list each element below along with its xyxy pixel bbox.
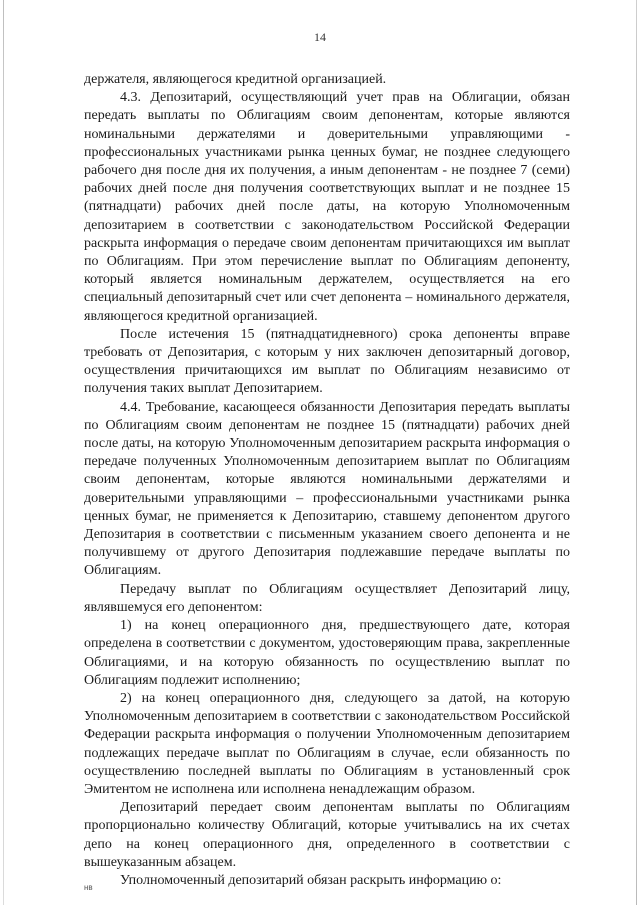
list-item-1: 1) на конец операционного дня, предшествующего дате, которая определена в соответствии с документом, удостоверяющим права, закрепленные Облигациями, и на которую обязанность по осуществлению выплат по Облигациям подлежит исполнению; — [84, 618, 570, 688]
page-left-edge — [3, 0, 4, 905]
paragraph-depositor-rights: После истечения 15 (пятнадцатидневного) срока депоненты вправе требовать от Депозитария, с которым у них заключен депозитарный договор, осуществления причитающихся им выплат по Облигациям независимо от получения таких выплат Депозитарием. — [84, 326, 570, 397]
paragraph-transfer-recipient: Передачу выплат по Облигациям осуществляет Депозитарий лицу, являвшемуся его депонентом: — [84, 581, 570, 615]
paragraph-continuation: держателя, являющегося кредитной организацией. — [84, 72, 387, 87]
page-number: 14 — [314, 30, 326, 44]
list-item-2: 2) на конец операционного дня, следующего за датой, на которую Уполномоченным депозитарием в соответствии с законодательством Российской Федерации раскрыта информация о получении Уполномоченным депозитарием подлежащих передаче выплат по Облигациям в случае, если обязанность по осуществлению последней выплаты по Облигациям в установленный срок Эмитентом не исполнена или исполнена ненадлежащим образом. — [84, 690, 570, 797]
paragraph-proportional-transfer: Депозитарий передает своим депонентам выплаты по Облигациям пропорционально количеству Облигаций, которые учитывались на их счетах депо на конец операционного дня, определенного в соответствии с вышеуказанным абзацем. — [84, 800, 570, 870]
paragraph-4-4: 4.4. Требование, касающееся обязанности Депозитария передать выплаты по Облигациям своим депонентам не позднее 15 (пятнадцати) рабочих дней после даты, на которую Уполномоченным депозитарием раскрыта информация о передаче полученных Уполномоченным депозитарием выплат по Облигациям своим депонентам, которые являются номинальными держателями и доверительными управляющими – профессиональными участниками рынка ценных бумаг, не применяется к Депозитарию, ставшему депонентом другого Депозитария в соответствии с письменным указанием своего депонента и не получившему от другого Депозитария подлежавшие передаче выплаты по Облигациям. — [84, 399, 570, 579]
page-right-edge — [636, 0, 637, 905]
document-body — [84, 71, 570, 890]
paragraph-4-3: 4.3. Депозитарий, осуществляющий учет прав на Облигации, обязан передать выплаты по Облигациям своим депонентам, которые являются номинальными держателями и доверительными управляющими - профессиональных участниками рынка ценных бумаг, не позднее следующего рабочего дня после дня их получения, а иным депонентам - не позднее 7 (семи) рабочих дней после дня получения соответствующих выплат и не позднее 15 (пятнадцати) рабочих дней после даты, на которую Уполномоченным депозитарием в соответствии с законодательством Российской Федерации раскрыта информация о передаче своим депонентам причитающихся им выплат по Облигациям. При этом перечисление выплат по Облигациям депоненту, который является номинальным держателем, осуществляется на его специальный депозитарный счет или счет депонента – номинального держателя, являющегося кредитной организацией. — [84, 90, 570, 324]
paragraph-disclosure-intro: Уполномоченный депозитарий обязан раскрыть информацию о: — [120, 872, 502, 888]
footer-initials-mark: нв — [84, 883, 93, 892]
